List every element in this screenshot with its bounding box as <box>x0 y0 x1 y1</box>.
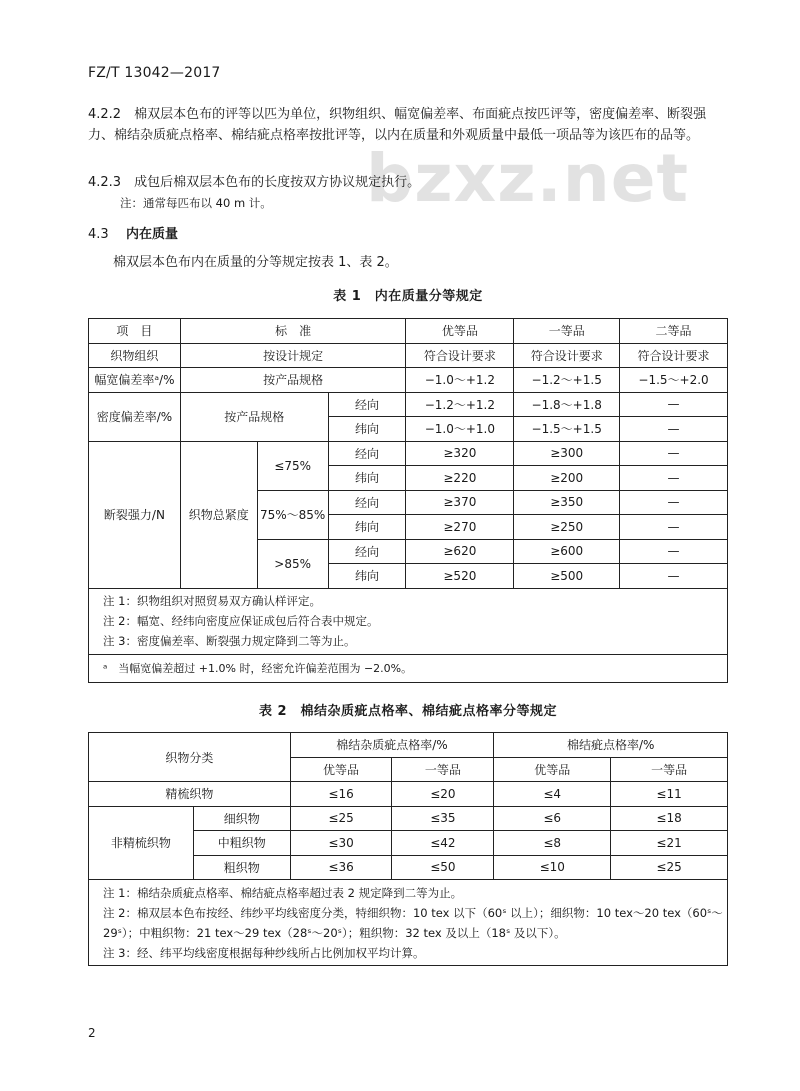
cell-superior: ≥520 <box>406 564 514 589</box>
cell-direction: 经向 <box>328 392 406 417</box>
cell-first: ≥250 <box>514 515 620 540</box>
cell-superior: −1.0～+1.0 <box>406 417 514 442</box>
cell-first: ≥200 <box>514 466 620 491</box>
cell-second: — <box>620 564 728 589</box>
cell-value: ≤6 <box>494 806 611 831</box>
cell-first: ≥300 <box>514 441 620 466</box>
header-superior: 优等品 <box>290 757 392 782</box>
cell-sub: 织物总紧度 <box>180 441 257 588</box>
table-notes-row <box>89 588 728 654</box>
cell-superior: ≥370 <box>406 490 514 515</box>
cell-second: — <box>620 515 728 540</box>
cell-range: >85% <box>257 539 328 588</box>
cell-standard: 按产品规格 <box>180 392 328 441</box>
cell-value: ≤42 <box>392 831 494 856</box>
cell-value: ≤30 <box>290 831 392 856</box>
row-label: 密度偏差率/% <box>89 392 181 441</box>
cell-first: ≥350 <box>514 490 620 515</box>
table-row <box>89 733 728 758</box>
table-note: 注 3：密度偏差率、断裂强力规定降到二等为止。 <box>103 634 356 648</box>
row-label: 精梳织物 <box>89 782 291 807</box>
header-superior: 优等品 <box>494 757 611 782</box>
cell-first: ≥600 <box>514 539 620 564</box>
cell-value: ≤16 <box>290 782 392 807</box>
cell-superior: 符合设计要求 <box>406 343 514 368</box>
section-intro: 棉双层本色布内在质量的分等规定按表 1、表 2。 <box>113 255 398 270</box>
table1 <box>88 318 728 683</box>
clause-4-2-2: 4.2.2 棉双层本色布的评等以匹为单位，织物组织、幅宽偏差率、布面疵点按匹评等，密度偏差率、断裂强力、棉结杂质疵点格率、棉结疵点格率按批评等，以内在质量和外观质量中最低一项品等为该匹布的品等。 <box>88 107 707 143</box>
table-note: 注 2：幅宽、经纬向密度应保证成包后符合表中规定。 <box>103 614 379 628</box>
table2-notes <box>89 880 728 966</box>
header-item: 项 目 <box>89 319 181 344</box>
row-sublabel: 细织物 <box>193 806 290 831</box>
cell-second: — <box>620 417 728 442</box>
table-row <box>89 806 728 831</box>
cell-superior: ≥620 <box>406 539 514 564</box>
table1-notes <box>89 588 728 654</box>
table1-footnote: ᵃ 当幅宽偏差超过 +1.0% 时，经密允许偏差范围为 −2.0%。 <box>89 654 728 682</box>
cell-second: — <box>620 490 728 515</box>
table-footnote-row <box>89 654 728 682</box>
cell-second: — <box>620 441 728 466</box>
cell-value: ≤36 <box>290 855 392 880</box>
clause-note: 注：通常每匹布以 40 m 计。 <box>120 196 272 210</box>
table-note: 注 2：棉双层本色布按经、纬纱平均线密度分类，特细织物：10 tex 以下（60ˢ 以上）；细织物：10 tex～20 tex（60ˢ～29ˢ）；中粗织物：21 tex～29 tex（28ˢ～20ˢ）；粗织物：32 tex 及以上（18ˢ 及以下）。 <box>103 905 723 940</box>
standard-code: FZ/T 13042—2017 <box>88 65 221 81</box>
table-note: 注 3：经、纬平均线密度根据每种纱线所占比例加权平均计算。 <box>103 945 425 960</box>
table1-caption: 表 1 内在质量分等规定 <box>333 289 483 304</box>
row-sublabel: 粗织物 <box>193 855 290 880</box>
cell-second: — <box>620 392 728 417</box>
cell-first: −1.2～+1.5 <box>514 368 620 393</box>
table-row <box>89 343 728 368</box>
cell-superior: ≥320 <box>406 441 514 466</box>
section-heading-4-3 <box>88 223 178 242</box>
row-label: 织物组织 <box>89 343 181 368</box>
cell-second: −1.5～+2.0 <box>620 368 728 393</box>
cell-direction: 纬向 <box>328 417 406 442</box>
page-number: 2 <box>88 1026 96 1040</box>
cell-first: ≥500 <box>514 564 620 589</box>
cell-first: 符合设计要求 <box>514 343 620 368</box>
table-row <box>89 392 728 417</box>
cell-direction: 纬向 <box>328 515 406 540</box>
cell-second: 符合设计要求 <box>620 343 728 368</box>
cell-direction: 纬向 <box>328 564 406 589</box>
cell-value: ≤20 <box>392 782 494 807</box>
cell-direction: 经向 <box>328 441 406 466</box>
cell-second: — <box>620 539 728 564</box>
clause-4-2-3: 4.2.3 成包后棉双层本色布的长度按双方协议规定执行。 <box>88 175 421 190</box>
cell-first: −1.5～+1.5 <box>514 417 620 442</box>
header-first: 一等品 <box>514 319 620 344</box>
table-row <box>89 441 728 466</box>
header-standard: 标 准 <box>180 319 406 344</box>
table-row <box>89 368 728 393</box>
cell-standard: 按设计规定 <box>180 343 406 368</box>
cell-direction: 经向 <box>328 490 406 515</box>
header-superior: 优等品 <box>406 319 514 344</box>
header-second: 二等品 <box>620 319 728 344</box>
table-notes-row <box>89 880 728 966</box>
cell-value: ≤11 <box>611 782 728 807</box>
cell-superior: ≥220 <box>406 466 514 491</box>
cell-value: ≤18 <box>611 806 728 831</box>
row-sublabel: 中粗织物 <box>193 831 290 856</box>
cell-superior: −1.0～+1.2 <box>406 368 514 393</box>
cell-direction: 经向 <box>328 539 406 564</box>
cell-direction: 纬向 <box>328 466 406 491</box>
cell-value: ≤25 <box>290 806 392 831</box>
cell-first: −1.8～+1.8 <box>514 392 620 417</box>
cell-value: ≤25 <box>611 855 728 880</box>
table2-caption: 表 2 棉结杂质疵点格率、棉结疵点格率分等规定 <box>258 704 558 719</box>
cell-range: ≤75% <box>257 441 328 490</box>
table-row <box>89 782 728 807</box>
cell-superior: −1.2～+1.2 <box>406 392 514 417</box>
table-row <box>89 319 728 344</box>
cell-value: ≤21 <box>611 831 728 856</box>
header-first: 一等品 <box>611 757 728 782</box>
table-note: 注 1：棉结杂质疵点格率、棉结疵点格率超过表 2 规定降到二等为止。 <box>103 885 463 900</box>
section-title: 内在质量 <box>126 227 179 242</box>
header-nep: 棉结疵点格率/% <box>494 733 728 758</box>
watermark: bzxz.net <box>366 140 690 217</box>
cell-value: ≤8 <box>494 831 611 856</box>
table-note: 注 1：织物组织对照贸易双方确认样评定。 <box>103 594 321 608</box>
cell-superior: ≥270 <box>406 515 514 540</box>
cell-second: — <box>620 466 728 491</box>
cell-value: ≤50 <box>392 855 494 880</box>
cell-standard: 按产品规格 <box>180 368 406 393</box>
row-label: 非精梳织物 <box>89 806 194 880</box>
row-label: 断裂强力/N <box>89 441 181 588</box>
cell-value: ≤35 <box>392 806 494 831</box>
row-label: 幅宽偏差率ᵃ/% <box>89 368 181 393</box>
header-impurity: 棉结杂质疵点格率/% <box>290 733 494 758</box>
header-first: 一等品 <box>392 757 494 782</box>
section-number: 4.3 <box>88 227 109 242</box>
cell-value: ≤10 <box>494 855 611 880</box>
table2 <box>88 732 728 966</box>
header-category: 织物分类 <box>89 733 291 782</box>
cell-range: 75%～85% <box>257 490 328 539</box>
cell-value: ≤4 <box>494 782 611 807</box>
